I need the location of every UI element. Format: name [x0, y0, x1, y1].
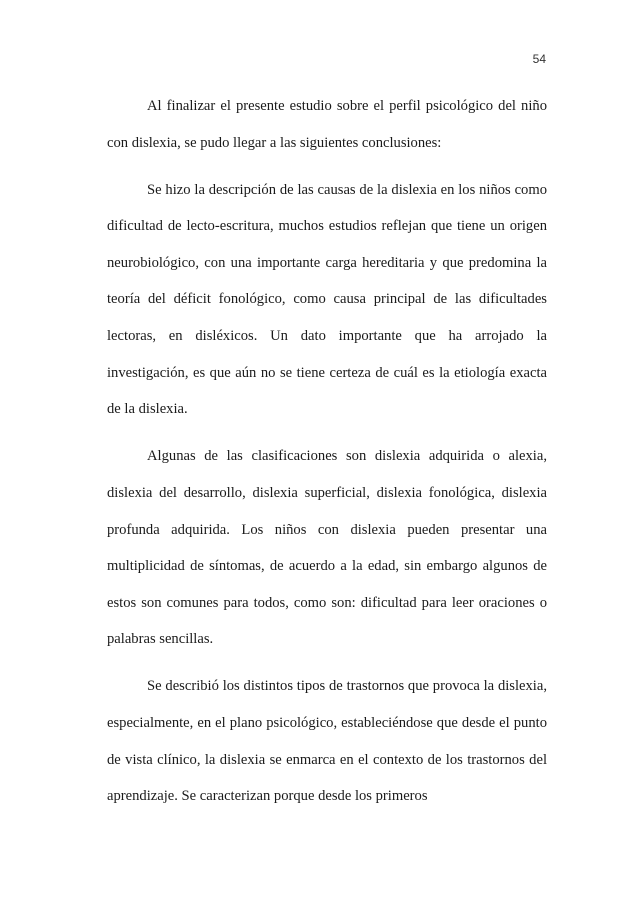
paragraph-classifications: Algunas de las clasificaciones son dislexia adquirida o alexia, dislexia del desarrollo, dislexia superficial, dislexia fonológica, dislexia profunda adquirida. Los niños con dislexia pueden presentar una multiplicidad de síntomas, de acuerdo a la edad, sin embargo algunos de estos son comunes para todos, como son: dificultad para leer oraciones o palabras sencillas.	[107, 448, 547, 648]
paragraph-causes: Se hizo la descripción de las causas de la dislexia en los niños como dificultad de lecto-escritura, muchos estudios reflejan que tiene un origen neurobiológico, con una importante carga hereditaria y que predomina la teoría del déficit fonológico, como causa principal de las dificultades lectoras, en disléxicos. Un dato importante que ha arrojado la investigación, es que aún no se tiene certeza de cuál es la etiología exacta de la dislexia.	[107, 181, 547, 418]
paragraph-conclusions-intro: Al finalizar el presente estudio sobre el perfil psicológico del niño con dislexia, se pudo llegar a las siguientes conclusiones:	[107, 98, 547, 151]
page-number: 54	[532, 52, 546, 66]
document-body	[107, 88, 547, 815]
paragraph-disorders: Se describió los distintos tipos de trastornos que provoca la dislexia, especialmente, en el plano psicológico, estableciéndose que desde el punto de vista clínico, la dislexia se enmarca en el contexto de los trastornos del aprendizaje. Se caracterizan porque desde los primeros	[107, 678, 547, 805]
